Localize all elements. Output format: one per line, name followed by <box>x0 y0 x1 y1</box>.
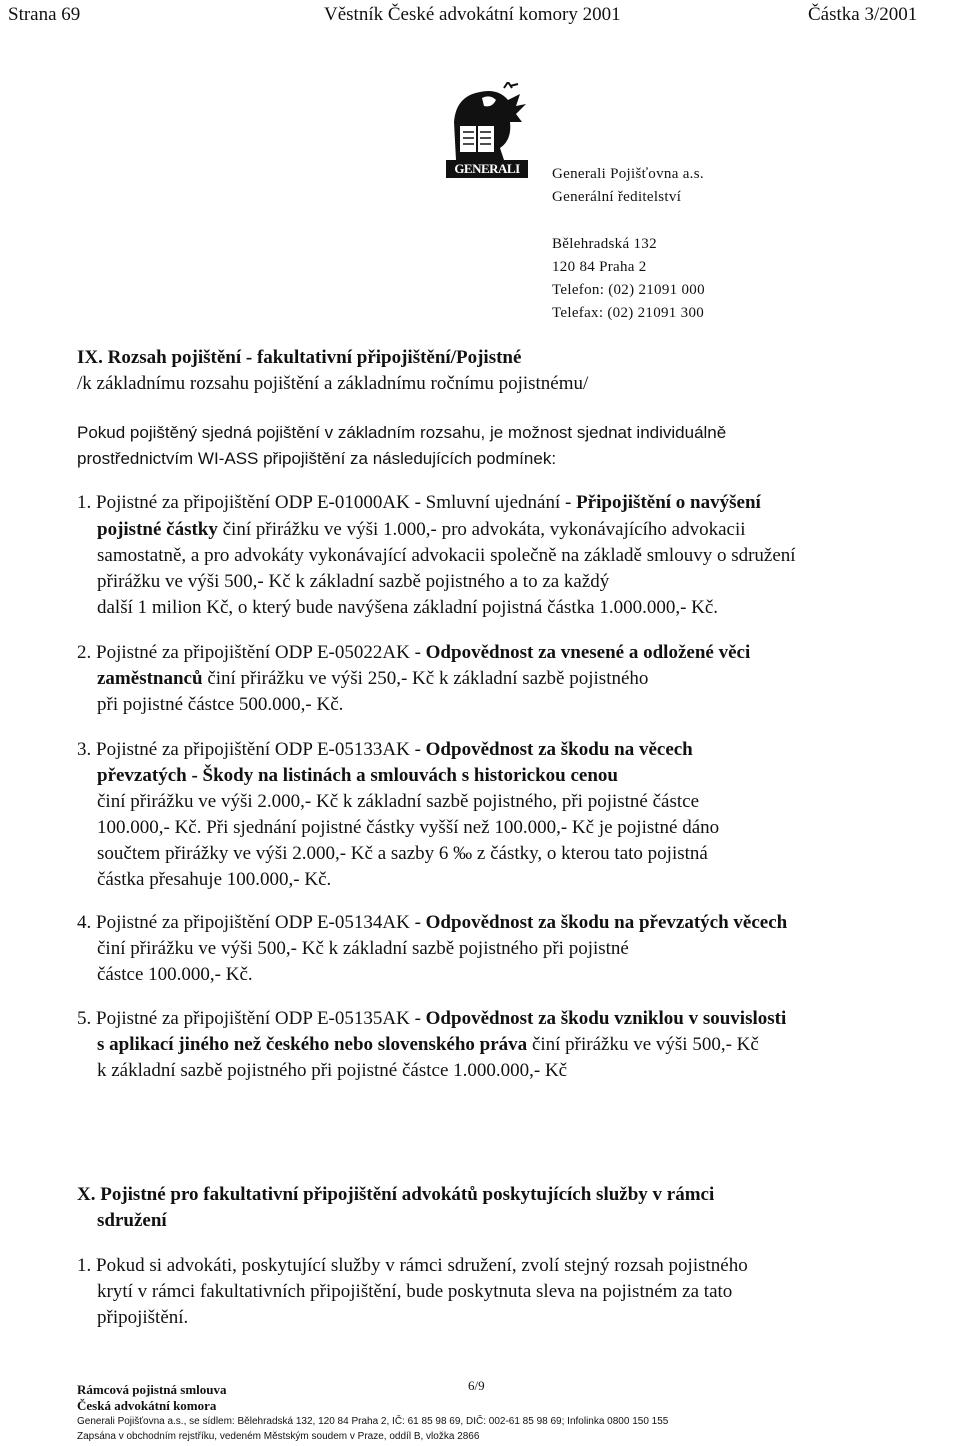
company-dept: Generální ředitelství <box>552 189 682 205</box>
bold-text: Odpovědnost za škodu vzniklou v souvislosti <box>425 1008 787 1029</box>
text: činí přirážku ve výši 1.000,- pro advokáta, vykonávajícího advokacii <box>217 519 746 540</box>
company-street: Bělehradská 132 <box>552 236 657 252</box>
item-5-line <box>97 1032 759 1058</box>
bold-text: s aplikací jiného než českého nebo slovenského práva <box>97 1034 528 1055</box>
section-ix-subheading: /k základnímu rozsahu pojištění a základnímu ročnímu pojistnému/ <box>77 373 589 394</box>
footer-doc-title: Rámcová pojistná smlouva <box>77 1382 227 1397</box>
footer-legal: Zapsána v obchodním rejstříku, vedeném Městským soudem v Praze, oddíl B, vložka 2866 <box>77 1431 480 1442</box>
text: 1. Pojistné za připojištění ODP E-01000AK - Smluvní ujednání - <box>77 492 577 513</box>
item-5-line <box>77 1006 786 1032</box>
company-name: Generali Pojišťovna a.s. <box>552 166 704 182</box>
bold-text: Odpovědnost za škodu na převzatých věcech <box>425 912 788 933</box>
section-x-line: 1. Pokud si advokáti, poskytující služby v rámci sdružení, zvolí stejný rozsah pojistného <box>77 1255 748 1276</box>
text: činí přirážku ve výši 250,- Kč k základní sazbě pojistného <box>202 668 649 689</box>
item-3-line: součtem přirážky ve výši 2.000,- Kč a sazby 6 ‰ z částky, o kterou tato pojistná <box>97 843 708 864</box>
item-1-line <box>97 517 746 543</box>
intro-line: Pokud pojištěný sjedná pojištění v základním rozsahu, je možnost sjednat individuálně <box>77 423 727 442</box>
company-city: 120 84 Praha 2 <box>552 259 647 275</box>
item-1-line <box>77 490 761 516</box>
footer-party: Česká advokátní komora <box>77 1398 217 1413</box>
text: 2. Pojistné za připojištění ODP E-05022AK - <box>77 642 426 663</box>
logo-wordmark: GENERALI <box>446 160 528 178</box>
text: 4. Pojistné za připojištění ODP E-05134AK - <box>77 912 426 933</box>
footer-legal: Generali Pojišťovna a.s., se sídlem: Bělehradská 132, 120 84 Praha 2, IČ: 61 85 98 69, DIČ: 002-61 85 98 69; Infolinka 0800 150 155 <box>77 1416 669 1427</box>
item-1-line: přirážku ve výši 500,- Kč k základní sazbě pojistného a to za každý <box>97 571 610 592</box>
item-3-line: převzatých - Škody na listinách a smlouvách s historickou cenou <box>97 765 618 786</box>
item-4-line: částce 100.000,- Kč. <box>97 964 253 985</box>
bold-text: Připojištění o navýšení <box>576 492 761 513</box>
company-phone: Telefon: (02) 21091 000 <box>552 282 705 298</box>
item-1-line: další 1 milion Kč, o který bude navýšena základní pojistná částka 1.000.000,- Kč. <box>97 597 719 618</box>
lion-icon <box>446 82 528 162</box>
page-number: Strana 69 <box>8 4 81 25</box>
section-x-heading: X. Pojistné pro fakultativní připojištění advokátů poskytujících služby v rámci <box>77 1184 715 1205</box>
item-2-line <box>97 666 648 692</box>
bold-text: Odpovědnost za škodu na věcech <box>425 739 693 760</box>
item-4-line: činí přirážku ve výši 500,- Kč k základní sazbě pojistného při pojistné <box>97 938 629 959</box>
footer-page-number: 6/9 <box>468 1378 485 1393</box>
bold-text: pojistné částky <box>97 519 218 540</box>
item-1-line: samostatně, a pro advokáty vykonávající advokacii společně na základě smlouvy o sdružení <box>97 545 796 566</box>
item-3-line: činí přirážku ve výši 2.000,- Kč k základní sazbě pojistného, při pojistné částce <box>97 791 700 812</box>
company-fax: Telefax: (02) 21091 300 <box>552 305 705 321</box>
item-2-line: při pojistné částce 500.000,- Kč. <box>97 694 344 715</box>
section-x-line: připojištění. <box>97 1307 189 1328</box>
generali-logo <box>446 82 528 178</box>
item-2-line <box>77 640 750 666</box>
item-3-line: částka přesahuje 100.000,- Kč. <box>97 869 332 890</box>
section-x-line: krytí v rámci fakultativních připojištění, bude poskytnuta sleva na pojistném za tato <box>97 1281 733 1302</box>
section-ix-heading: IX. Rozsah pojištění - fakultativní připojištění/Pojistné <box>77 347 522 368</box>
text: činí přirážku ve výši 500,- Kč <box>527 1034 759 1055</box>
text: 5. Pojistné za připojištění ODP E-05135AK - <box>77 1008 426 1029</box>
item-4-line <box>77 910 787 936</box>
item-3-line <box>77 737 693 763</box>
item-5-line: k základní sazbě pojistného při pojistné částce 1.000.000,- Kč <box>97 1060 568 1081</box>
item-3-line: 100.000,- Kč. Při sjednání pojistné částky vyšší než 100.000,- Kč je pojistné dáno <box>97 817 720 838</box>
bold-text: zaměstnanců <box>97 668 203 689</box>
section-x-heading: sdružení <box>97 1210 167 1231</box>
journal-title: Věstník České advokátní komory 2001 <box>324 4 621 25</box>
intro-line: prostřednictvím WI-ASS připojištění za následujících podmínek: <box>77 449 557 468</box>
text: 3. Pojistné za připojištění ODP E-05133AK - <box>77 739 426 760</box>
bold-text: Odpovědnost za vnesené a odložené věci <box>425 642 751 663</box>
issue-number: Částka 3/2001 <box>808 4 918 25</box>
